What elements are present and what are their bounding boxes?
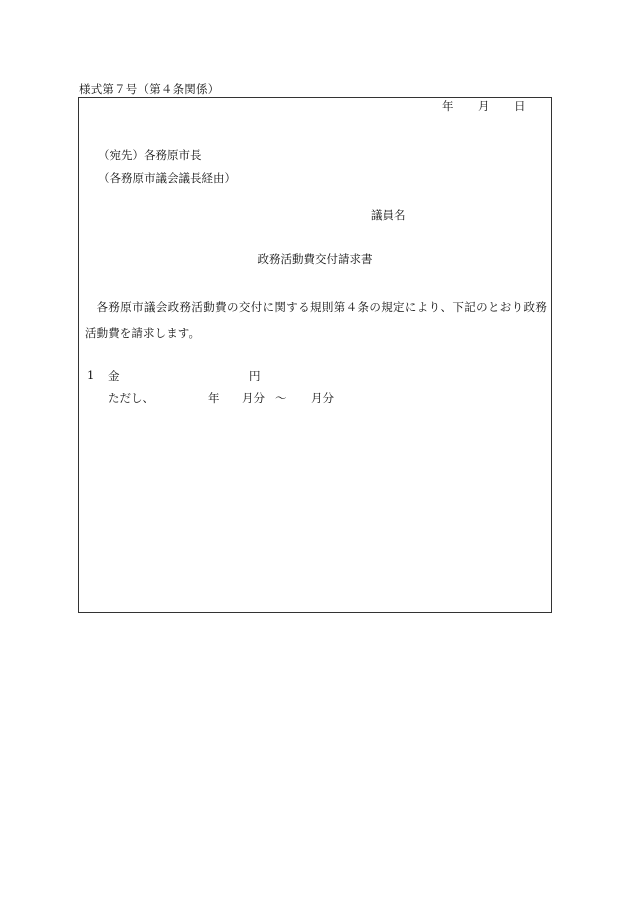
yen-unit: 円 [249,369,261,383]
request-body-text: 各務原市議会政務活動費の交付に関する規則第４条の規定により、下記のとおり政務活動費を請求します。 [85,300,547,340]
note-range-tilde: ～ [275,391,287,405]
note-to-month: 月分 [311,391,334,405]
via-chairperson: （各務原市議会議長経由） [98,171,236,185]
document-title: 政務活動費交付請求書 [257,252,373,266]
form-number: 様式第７号（第４条関係） [79,82,220,96]
date-day-label: 日 [514,99,526,113]
note-year-label: 年 [208,391,220,405]
date-month-label: 月 [478,99,490,113]
request-form-frame [78,97,552,613]
note-prefix: ただし、 [108,391,154,405]
date-year-label: 年 [442,99,454,113]
member-name-label: 議員名 [371,208,406,222]
note-from-month: 月分 [242,391,265,405]
amount-label: 金 [108,369,120,383]
addressee: （宛先）各務原市長 [98,148,202,162]
item-number: 1 [87,368,95,382]
